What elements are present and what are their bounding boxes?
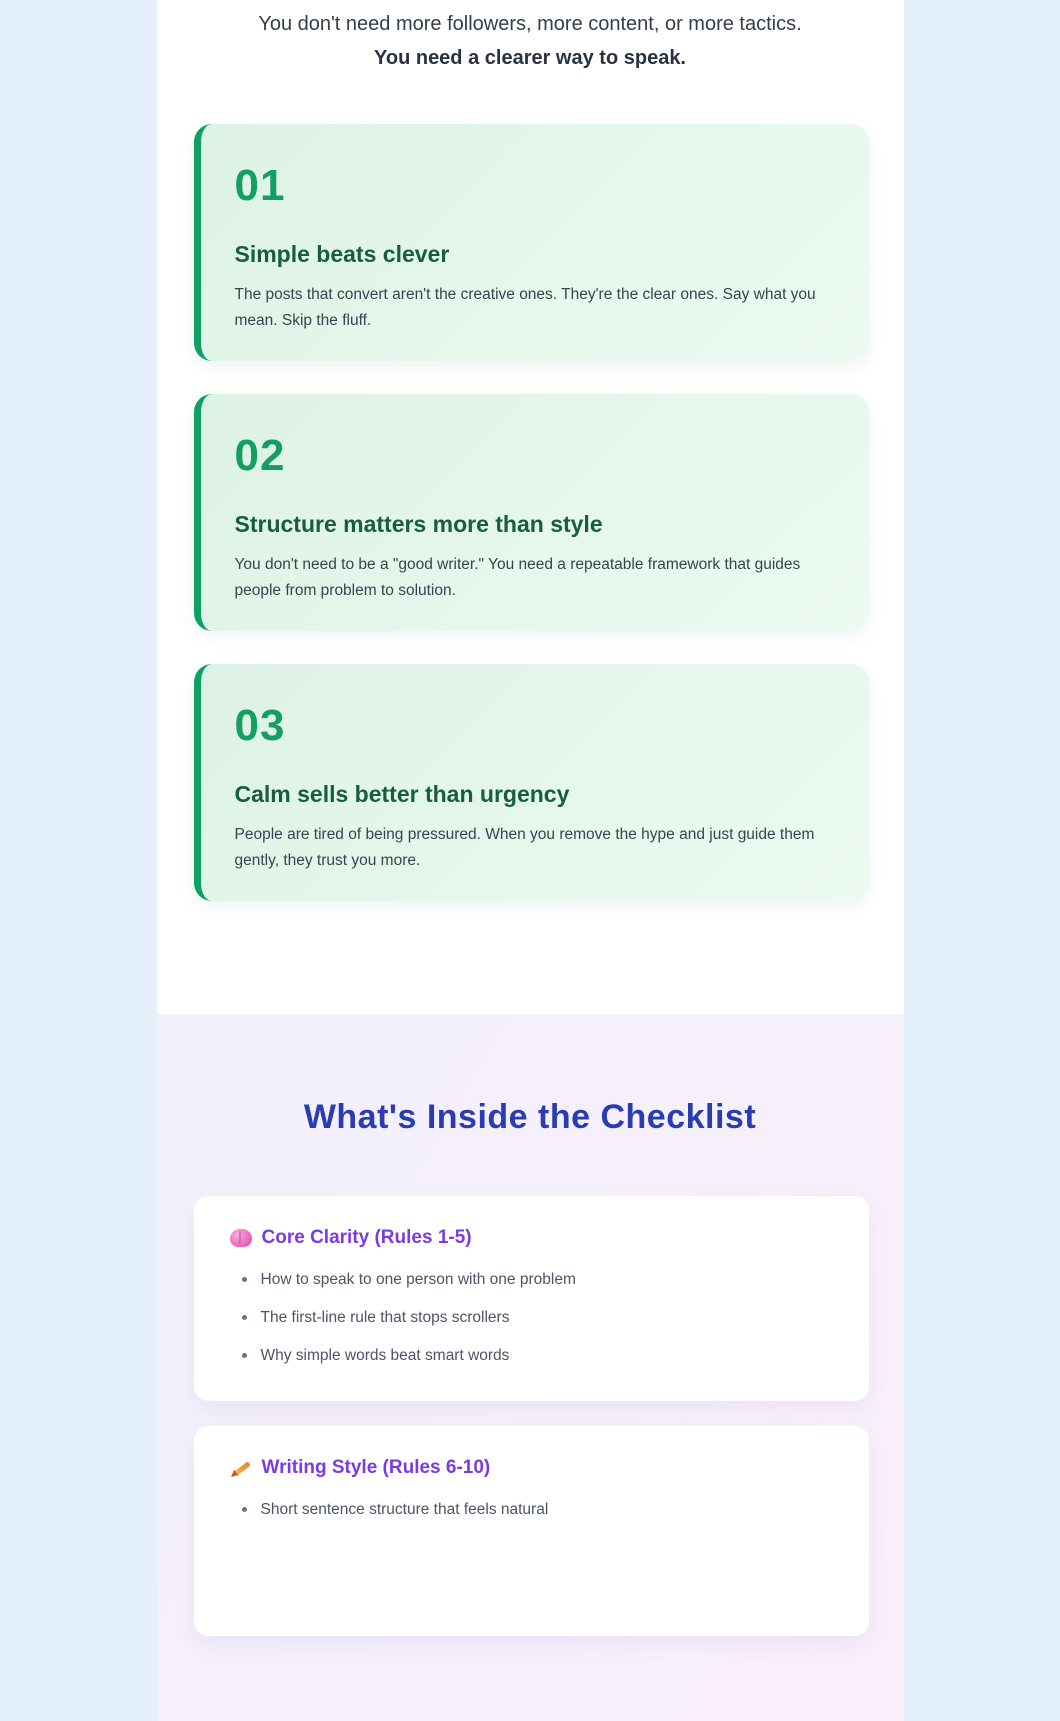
brain-icon [230, 1229, 252, 1247]
principle-body: People are tired of being pressured. When you remove the hype and just guide them gently, they trust you more. [234, 826, 815, 869]
principle-title: Calm sells better than urgency [234, 781, 570, 807]
bullet-icon [242, 1277, 247, 1282]
content-column [157, 0, 904, 1721]
intro-line-1: You don't need more followers, more content, or more tactics. [258, 13, 802, 35]
checklist-card-title: Core Clarity (Rules 1-5) [261, 1227, 472, 1248]
principle-title: Simple beats clever [234, 241, 450, 267]
list-item [242, 1269, 833, 1290]
checklist-card-core-clarity [194, 1196, 869, 1401]
principle-card-02 [194, 394, 869, 631]
principle-body: You don't need to be a "good writer." You need a repeatable framework that guides people from problem to solution. [234, 556, 801, 599]
list-item [242, 1345, 833, 1366]
principle-number: 03 [234, 701, 286, 750]
principle-card-03 [194, 664, 869, 901]
checklist-card-title: Writing Style (Rules 6-10) [261, 1457, 491, 1478]
list-item [242, 1499, 833, 1520]
checklist-items [230, 1499, 833, 1520]
principle-title: Structure matters more than style [234, 511, 603, 537]
checklist-card-title-row [230, 1226, 833, 1250]
list-item-text: How to speak to one person with one problem [260, 1270, 576, 1288]
checklist-card-writing-style [194, 1426, 869, 1636]
checklist-cards [157, 1196, 904, 1636]
list-item-text: The first-line rule that stops scrollers [260, 1308, 510, 1326]
checklist-items [230, 1269, 833, 1366]
writing-hand-icon [230, 1458, 252, 1478]
principles-section [157, 0, 904, 1014]
list-item [242, 1307, 833, 1328]
principle-number: 01 [234, 161, 286, 210]
checklist-heading: What's Inside the Checklist [303, 1098, 757, 1136]
principle-card-01 [194, 124, 869, 361]
list-item-text: Short sentence structure that feels natural [260, 1500, 549, 1518]
bullet-icon [242, 1507, 247, 1512]
list-item-text: Why simple words beat smart words [260, 1346, 510, 1364]
bullet-icon [242, 1315, 247, 1320]
principle-number: 02 [234, 431, 286, 480]
checklist-card-title-row [230, 1456, 833, 1480]
checklist-section [157, 1014, 904, 1721]
intro-line-2: You need a clearer way to speak. [374, 47, 686, 69]
principle-cards [157, 124, 904, 901]
principle-body: The posts that convert aren't the creative ones. They're the clear ones. Say what you mean. Skip the fluff. [234, 286, 816, 329]
bullet-icon [242, 1353, 247, 1358]
